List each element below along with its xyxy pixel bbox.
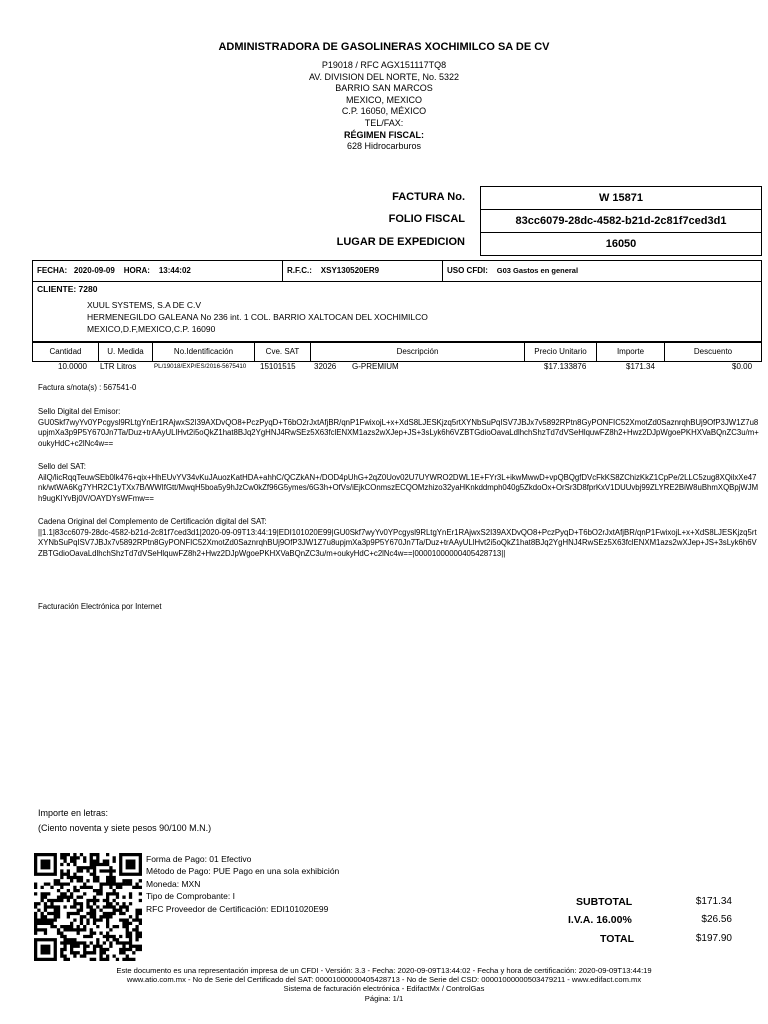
cell-descuento: $0.00 — [732, 362, 753, 371]
total-label: TOTAL — [600, 933, 635, 945]
company-address-3: MEXICO, MEXICO — [345, 94, 422, 105]
company-address-4: C.P. 16050, MÉXICO — [341, 106, 427, 117]
importe-letras-label: Importe en letras: — [38, 808, 109, 818]
th-importe: Importe — [597, 343, 665, 361]
client-address-1: HERMENEGILDO GALEANA No 236 int. 1 COL. BARRIO XALTOCAN DEL XOCHIMILCO — [87, 312, 428, 322]
subtotal-value: $171.34 — [695, 896, 732, 907]
meta-row — [32, 260, 762, 282]
cell-descripcion: G-PREMIUM — [352, 362, 399, 371]
client-address-2: MEXICO,D.F,MEXICO,C.P. 16090 — [87, 324, 216, 334]
hora-label: HORA: — [123, 266, 150, 275]
cell-umedida: LTR Litros — [100, 362, 137, 371]
cell-noid: PL/19018/EXP/ES/2016-5675410 — [154, 363, 247, 370]
sello-sat-label: Sello del SAT: — [38, 462, 86, 471]
rfc-value: XSY130520ER9 — [320, 266, 380, 275]
th-descripcion: Descripción — [311, 343, 525, 361]
invoice-id-box — [480, 186, 762, 256]
importe-letras — [38, 806, 211, 836]
th-cvesat: Cve. SAT — [255, 343, 311, 361]
fecha-label: FECHA: — [37, 266, 68, 275]
cell-precio: $17.133876 — [544, 362, 587, 371]
moneda: Moneda: MXN — [146, 878, 201, 889]
company-address-2: BARRIO SAN MARCOS — [335, 83, 433, 94]
cell-importe: $171.34 — [626, 362, 655, 371]
uso-cfdi-cell — [443, 261, 761, 281]
company-name: ADMINISTRADORA DE GASOLINERAS XOCHIMILCO SA DE CV — [218, 41, 550, 53]
metodo-pago: Método de Pago: PUE Pago en una sola exhibición — [146, 866, 340, 877]
iva-label: I.V.A. 16.00% — [568, 914, 632, 926]
subtotal-label: SUBTOTAL — [576, 896, 633, 908]
regimen-label: RÉGIMEN FISCAL: — [344, 129, 424, 140]
importe-letras-value: (Ciento noventa y siete pesos 90/100 M.N.) — [38, 823, 212, 833]
sello-sat: AilQ/licRqqTeuwSEb0lk476+qix+HhEUvYV34vKuJAuozKatHDA+ahhC/QCZkAN+/DOD4pUhG+2qZ0Uov02U7UYWRO2DWL1E+FYr3L+ikwMwwD+vpQBQgfDVcFkKS8ZChizKkZ1CpPe/2LLC5zug8XQilxXe47nk/wtWA6Kg7YHR2C1yTXx7B/WWIfGtt/MwqH5boa5y9hJzCw0kZf96G5ymes/6G3h+OfVs/iEjkCOnmszECQOMzhizo32yaHKnkddmph040g5ZkdoOx+OrSr3D8fprKxV1DUUvbj99ZLYRE2BiW8uBhmXQBpjWJMh9ugKIYvBj0V/OAYDYsWFmw== — [38, 473, 759, 503]
company-address-1: AV. DIVISION DEL NORTE, No. 5322 — [308, 71, 460, 82]
factura-nota: Factura s/nota(s) : 567541-0 — [38, 383, 137, 392]
total-value: $197.90 — [695, 933, 732, 944]
footer — [0, 966, 768, 1003]
regimen-value: 628 Hidrocarburos — [346, 141, 422, 152]
footer-line-2: www.atio.com.mx - No de Serie del Certificado del SAT: 00001000000405428713 - No de Serie del CSD: 00001000000503479211 - www.edifact.com.mx — [126, 975, 642, 985]
folio-fiscal: 83cc6079-28dc-4582-b21d-2c81f7ced3d1 — [481, 210, 761, 233]
forma-pago: Forma de Pago: 01 Efectivo — [146, 854, 252, 864]
cadena-original: ||1.1|83cc6079-28dc-4582-b21d-2c81f7ced3d1|2020-09-09T13:44:19|EDI101020E99|GU0Skf7wyYv0YPcgysl9RLtgYnEr1RAjwxS2I39AXDvQO8+PczPyqD+T6bO2rJxtAfjBR/qnP1FwixojL+x+XdS8LJESKjzq5rtXYNbSuPqISV7JBJx7v5892RPtn8GyPONFIC52XmotZd0SaznrqhBUj9OfP3JW1Z7u8upjmXa3p9P5Y670Jn7Ta/Duz+trAAyULlHvt2i5oQkZ1hat8BJq2YgHNJ4RwSEz5X63fclENXM1azs2wXJep+JS+3sLyk6h6VZBTGdioOavaLdlhchShzTd7dVSeHlquwFZ8h2+Hwz2DJpWgoePKHXVaBQnZC3u/m+oukyHdC+c2lNc4w==|00001000000405428713|| — [38, 528, 757, 558]
items-table-header — [32, 342, 762, 362]
lugar-label: LUGAR DE EXPEDICION — [336, 236, 465, 248]
rfc-label: R.F.C.: — [287, 266, 312, 275]
footer-line-4: Página: 1/1 — [364, 993, 404, 1003]
fecha-value: 2020-09-09 — [73, 266, 115, 275]
company-telfax: TEL/FAX: — [364, 117, 404, 128]
qr-code — [34, 853, 142, 961]
factura-label: FACTURA No. — [392, 191, 465, 203]
footer-line-3: Sistema de facturación electrónica - EdifactMx / ControlGas — [283, 984, 485, 994]
th-umedida: U. Medida — [99, 343, 153, 361]
lugar-expedicion: 16050 — [605, 238, 637, 250]
factura-number: W 15871 — [481, 187, 761, 210]
company-details — [0, 60, 768, 153]
th-precio: Precio Unitario — [525, 343, 597, 361]
client-box — [32, 281, 762, 342]
client-name: XUUL SYSTEMS, S.A DE C.V — [87, 300, 201, 310]
th-cantidad: Cantidad — [33, 343, 99, 361]
client-label: CLIENTE: 7280 — [37, 284, 98, 294]
rfc-cell — [283, 261, 443, 281]
sello-emisor-label: Sello Digital del Emisor: — [38, 407, 121, 416]
th-noid: No.Identificación — [153, 343, 255, 361]
th-descuento: Descuento — [693, 347, 733, 356]
cell-cantidad: 10.0000 — [58, 362, 87, 371]
facturacion-internet: Facturación Electrónica por Internet — [38, 602, 162, 611]
table-row — [32, 362, 760, 374]
cell-cvesat: 15101515 — [260, 362, 296, 371]
rfc-proveedor: RFC Proveedor de Certificación: EDI101020E99 — [146, 903, 329, 914]
sello-emisor: GU0Skf7wyYv0YPcgysl9RLtgYnEr1RAjwxS2I39AXDvQO8+PczPyqD+T6bO2rJxtAfjBR/qnP1FwixojL+x+XdS8LJESKjzq5rtXYNbSuPqISV7JBJx7v5892RPtn8GyPONFIC52XmotZd0SaznrqhBUj9OfP3JW1Z7u8upjmXa3p9P5Y670Jn7Ta/Duz+trAAyULlHvt2i5oQkZ1hat8BJq2YgHNJ4RwSEz5X63fclENXM1azs2wXJep+JS+3sLyk6h6VZBTGdioOavaLdlhchShzTd7dVSeHlquwFZ8h2+Hwz2DJpWgoePKHXVaBQnZC3u/m+oukyHdC+c2lNc4w== — [38, 418, 759, 448]
uso-value: G03 Gastos en general — [496, 266, 579, 275]
uso-label: USO CFDI: — [447, 266, 488, 275]
hora-value: 13:44:02 — [158, 266, 191, 275]
payment-info — [146, 853, 339, 915]
cadena-label: Cadena Original del Complemento de Certificación digital del SAT: — [38, 517, 267, 526]
company-id-rfc: P19018 / RFC AGX151117TQ8 — [321, 60, 447, 70]
cell-code: 32026 — [314, 362, 337, 371]
footer-line-1: Este documento es una representación impresa de un CFDI - Versión: 3.3 - Fecha: 2020-09-09T13:44:02 - Fecha y hora de certificación: 2020-09-09T13:44:19 — [116, 966, 652, 975]
tipo-comprobante: Tipo de Comprobante: I — [146, 891, 235, 902]
folio-label: FOLIO FISCAL — [388, 213, 465, 225]
iva-value: $26.56 — [701, 914, 732, 925]
fecha-hora-cell — [33, 261, 283, 281]
